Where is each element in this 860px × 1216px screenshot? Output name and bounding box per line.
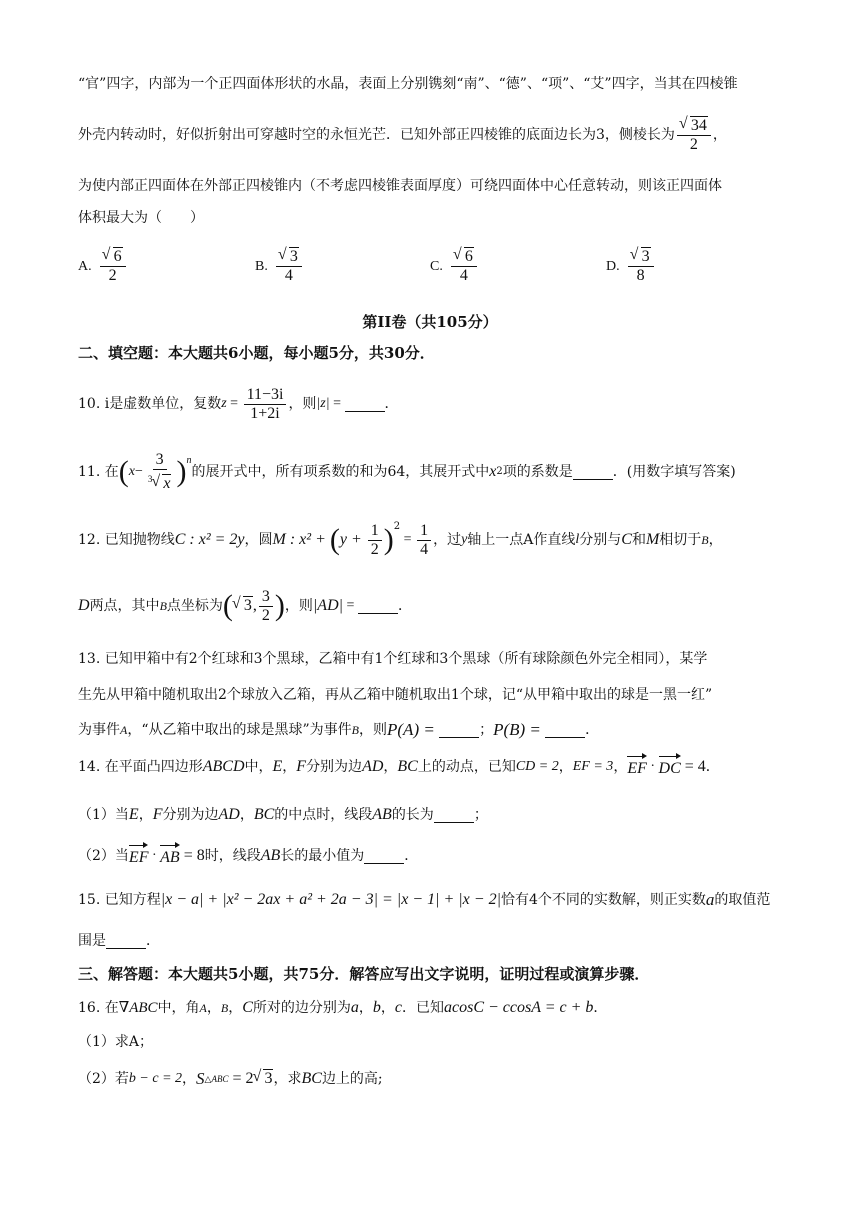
q12-square: 2 (393, 521, 401, 532)
q12-y-plus: y + (339, 531, 366, 548)
q12-answer-blank[interactable] (358, 599, 398, 614)
q9-line1 (78, 73, 738, 95)
q13-sep: ； (479, 722, 494, 738)
q12-line1: 12. 已知抛物线 C : x² = 2y ，圆 M : x² + ( y + $\frac{1}{2}$ ) $^2$ = $\frac{1}{4}$ ，过 y 轴上一点A作直线 l 分别与 C 和 M 相切于 B ， (78, 514, 723, 566)
q16-s2-d: 边上的高; (321, 1071, 383, 1087)
q16-B: B (220, 1001, 229, 1015)
q12-AD: |AD| (312, 597, 344, 614)
q12-half-den: 2 (370, 540, 379, 558)
q13-text-2: 生先从甲箱中随机取出2个球放入乙箱，再从乙箱中随机取出1个球，记“从甲箱中取出的球是一黑一红” (78, 687, 713, 703)
option-label: D. (606, 258, 620, 274)
q14-s1-end: ； (473, 807, 488, 823)
q12-circle-prefix: ，圆 (244, 532, 273, 548)
q13-A: A (120, 723, 128, 737)
q10: 10. i是虚数单位，复数 z = $\frac{11-3i}{1+2i}$ ，则 |z| = ． (78, 385, 399, 422)
q12-C: C (621, 531, 632, 548)
q12-circle: M : x² + (272, 531, 330, 548)
q13-line1 (78, 648, 707, 670)
q9-comma: ， (712, 127, 727, 143)
q12-line2: D 两点，其中 B 点坐标为 ( √ 3 , $\frac{3}{2}$ ) ，则 |AD| = ． (78, 580, 412, 632)
q16-side-c: c (394, 999, 402, 1016)
q13-line2 (78, 684, 712, 706)
q12-l: l (575, 532, 580, 547)
q12-half-num: 1 (368, 522, 382, 541)
q10-mid: ，则 (288, 396, 317, 412)
q10-answer-blank[interactable] (345, 397, 385, 412)
q14-s1-BC: BC (253, 806, 275, 823)
q14-s2-AB: AB (260, 847, 281, 864)
q12-coord-root: 3 (243, 597, 252, 614)
q10-den: 1+2i (250, 404, 280, 422)
q12-D: D (78, 597, 90, 614)
q15-line1 (78, 889, 770, 911)
option-num: 6 (464, 248, 473, 265)
q14-BC: BC (397, 758, 418, 775)
q14-end: ． (705, 759, 720, 775)
option-label: A. (78, 258, 92, 274)
option-den: 2 (108, 267, 117, 284)
q14-line1 (78, 754, 720, 780)
q15-answer-blank[interactable] (106, 934, 146, 949)
q13-text-1: 13. 已知甲箱中有2个红球和3个黑球，乙箱中有1个红球和3个黑球（所有球除颜色外完全相同），某学 (78, 651, 708, 667)
q14-comma-4: ， (613, 759, 628, 775)
q14-s2-vector-EF: EF (129, 843, 149, 869)
q12-parabola: C : x² = 2y (174, 531, 245, 548)
option-den: 4 (459, 267, 468, 284)
q11-answer-blank[interactable] (573, 465, 613, 480)
q10-end: ． (384, 396, 399, 412)
q12-quarter-den: 4 (420, 540, 429, 558)
q16-s1: （1）求A； (78, 1034, 154, 1050)
q11-minus: − (134, 464, 143, 479)
q14-s1-comma: ， (138, 807, 153, 823)
q14-E: E (272, 758, 283, 775)
q14-text-a: 14. 在平面凸四边形 (78, 759, 203, 775)
q12-line2-B: B (159, 599, 167, 613)
q14-comma-3: ， (558, 759, 573, 775)
q16-equation: acosC − ccosA = c + b (444, 999, 594, 1016)
q15-line2-text: 围是 (78, 933, 106, 949)
q16-sub2 (78, 1068, 383, 1090)
q16-sub1 (78, 1031, 153, 1053)
q14-F: F (296, 758, 307, 775)
q16-side-b: b (372, 999, 381, 1016)
q11-text3: ．(用数字填写答案) (612, 464, 736, 480)
q12-text1: ，过 (433, 532, 462, 548)
q13-PB: P(B) = (493, 720, 546, 739)
q12-text2: 轴上一点A作直线 (467, 532, 576, 548)
q14-cd: CD = 2 (515, 759, 559, 774)
q12-prefix: 12. 已知抛物线 (78, 532, 175, 548)
q14-text-b: 中， (244, 759, 273, 775)
q9-edge-fraction (677, 117, 711, 154)
q11-num: 3 (153, 451, 167, 470)
q14-s2-vector-AB: AB (160, 843, 180, 869)
q12-line2-text3: ，则 (284, 598, 313, 614)
q9-text-2: 外壳内转动时，好似折射出可穿越时空的永恒光芒．已知外部正四棱锥的底面边长为3，侧棱长为 (78, 127, 675, 143)
q13-answer-blank-2[interactable] (545, 723, 585, 738)
q16-BC: BC (301, 1070, 322, 1087)
q12-line2-text2: 点坐标为 (166, 598, 223, 614)
q14-sub1 (78, 804, 488, 826)
q10-num: 11−3i (244, 386, 287, 405)
q14-comma: ， (282, 759, 297, 775)
q12-text5: 相切于 (659, 532, 702, 548)
q11: 11. 在 ( x − $\frac{3}{^3√ x}$ ) $^n$ 的展开式中，所有项系数的和为64，其展开式中 x 2 项的系数是 ．(用数字填写答案) (78, 446, 736, 498)
q16-C: C (242, 999, 253, 1016)
q16-end: ． (593, 1000, 608, 1016)
q16-s2-c: ，求 (273, 1071, 302, 1087)
q16-s2-b: ， (182, 1071, 197, 1087)
q12-M: M (645, 531, 660, 548)
q9-line4 (78, 207, 204, 229)
q14-s1-AD: AD (218, 806, 240, 823)
q14-text-d: 上的动点，已知 (417, 759, 516, 775)
q14-vector-EF: EF (627, 754, 647, 780)
q12-eq: = (400, 532, 416, 547)
q12-coord-den: 2 (261, 606, 270, 624)
option-num: 3 (289, 248, 298, 265)
q9-text-4: 体积最大为（ ） (78, 210, 204, 226)
q14-ABCD: ABCD (202, 758, 245, 775)
section3-heading: 三、解答题：本大题共5小题，共75分．解答应写出文字说明，证明过程或演算步骤． (78, 965, 650, 983)
q16-S: S (196, 1069, 205, 1088)
q16-s2-eq: b − c = 2 (128, 1071, 183, 1086)
q11-prefix: 11. 在 (78, 464, 119, 480)
q14-text-c: 分别为边 (306, 759, 363, 775)
q15-end: ． (146, 933, 160, 949)
q12-line2-text1: 两点，其中 (89, 598, 160, 614)
q10-fraction (244, 386, 287, 423)
q14-vector-DC: DC (659, 754, 681, 780)
q14-s1-c: 的中点时，线段 (274, 807, 373, 823)
q14-dot: · (646, 759, 659, 774)
q13-answer-blank-1[interactable] (439, 723, 479, 738)
q13-B: B (351, 723, 360, 737)
q11-text1: 的展开式中，所有项系数的和为64，其展开式中 (191, 464, 490, 480)
q9-option-a[interactable] (78, 248, 128, 285)
q9-line3 (78, 175, 722, 197)
q16-line1: 16. 在 ∇ABC 中，角 A ， B ， C 所对的边分别为 a ， b ， c ．已知 acosC − ccosA = c + b ． (78, 997, 607, 1019)
q14-s2-b: 时，线段 (204, 848, 261, 864)
q12-B: B (701, 533, 709, 547)
q14-s1-b: 分别为边 (162, 807, 219, 823)
q11-root-var: x (163, 475, 171, 493)
q10-prefix: 10. i是虚数单位，复数 (78, 396, 222, 412)
part2-title: 第II卷（共105分） (362, 313, 498, 331)
q14-s2-a: （2）当 (78, 848, 129, 864)
q16-d: ．已知 (402, 1000, 444, 1016)
q9-frac-den: 2 (689, 135, 698, 153)
q15-text2: 的取值范 (714, 892, 771, 908)
option-den: 4 (284, 267, 293, 284)
q14-answer-blank-2[interactable] (364, 849, 404, 864)
option-num: 3 (641, 248, 650, 265)
q10-abs: |z| (316, 396, 330, 411)
q14-answer-blank-1[interactable] (434, 808, 474, 823)
q13-PA: P(A) = (387, 720, 440, 739)
q14-s1-comma-2: ， (239, 807, 254, 823)
q15-text: 恰有4个不同的实数解，则正实数 (500, 892, 706, 908)
q10-var: z (221, 396, 227, 411)
q14-s1-E: E (128, 806, 139, 823)
q13-text-3b: ，“从乙箱中取出的球是黑球”为事件 (127, 722, 352, 738)
q9-option-c[interactable] (430, 248, 479, 285)
q12-y: y (461, 532, 468, 547)
q13-text-3c: ，则 (359, 722, 388, 738)
q9-option-b[interactable] (255, 248, 304, 285)
q9-frac-num: 34 (690, 116, 707, 134)
q14-s1-AB: AB (372, 806, 392, 823)
q14-comma-2: ， (383, 759, 398, 775)
q9-text-3: 为使内部正四面体在外部正四棱锥内（不考虑四棱锥表面厚度）可绕四面体中心任意转动，则该正四面体 (78, 178, 722, 194)
option-den: 8 (636, 267, 645, 284)
q16-S-sub: △ABC (204, 1074, 229, 1084)
q9-option-d[interactable] (606, 248, 656, 285)
q14-s2-dot: · (148, 848, 161, 863)
q16-S-root: 3 (264, 1070, 273, 1087)
q12-end: ． (397, 598, 412, 614)
q9-line2 (78, 110, 727, 160)
q9-text-1: “官”四字，内部为一个正四面体形状的水晶，表面上分别镌刻“南”、“德”、“项”、“艾”四字，当其在四棱锥 (78, 76, 738, 92)
q11-exp: n (186, 455, 192, 466)
q16-side-a: a (350, 999, 359, 1016)
q16-a: 16. 在 (78, 1000, 119, 1016)
section2-heading: 二、填空题：本大题共6小题，每小题5分，共30分． (78, 344, 435, 362)
q16-triangle: ∇ABC (118, 1000, 158, 1016)
q12-coord-num: 3 (259, 588, 273, 607)
q14-s1-a: （1）当 (78, 807, 129, 823)
q16-S-val: = 2 (228, 1070, 254, 1087)
q14-ef: EF = 3 (572, 759, 614, 774)
q11-term-exp: 2 (496, 466, 503, 477)
q12-text3: 分别与 (579, 532, 622, 548)
q11-fraction (145, 451, 175, 493)
q14-sub2 (78, 843, 418, 869)
q13-end: ． (585, 722, 600, 738)
q16-b: 中，角 (157, 1000, 200, 1016)
q16-c: 所对的边分别为 (252, 1000, 351, 1016)
q15-equation: |x − a| + |x² − 2ax + a² + 2a − 3| = |x − 1| + |x − 2| (160, 891, 501, 908)
option-label: C. (430, 258, 443, 274)
q15-line2 (78, 930, 160, 952)
q14-s2-end: ． (404, 848, 419, 864)
q14-s1-d: 的长为 (391, 807, 434, 823)
q11-x: x (128, 464, 135, 479)
q14-s2-c: 长的最小值为 (280, 848, 365, 864)
q13-line3 (78, 719, 599, 741)
q14-AD: AD (362, 758, 384, 775)
option-label: B. (255, 258, 268, 274)
q12-text6: ， (708, 532, 723, 548)
q13-text-3a: 为事件 (78, 722, 120, 738)
q11-text2: 项的系数是 (502, 464, 573, 480)
q12-text4: 和 (631, 532, 646, 548)
q16-A: A (199, 1001, 207, 1015)
q12-quarter-num: 1 (417, 522, 431, 541)
q14-s2-eq8: = 8 (179, 847, 205, 864)
q11-term: x (489, 463, 497, 480)
q15-a: a (705, 890, 715, 909)
q15-prefix: 15. 已知方程 (78, 892, 161, 908)
q16-s2-a: （2）若 (78, 1071, 129, 1087)
option-num: 6 (113, 248, 122, 265)
q14-eq4: = 4 (680, 758, 706, 775)
q14-s1-F: F (152, 806, 163, 823)
q11-root-index: 3 (147, 473, 153, 484)
